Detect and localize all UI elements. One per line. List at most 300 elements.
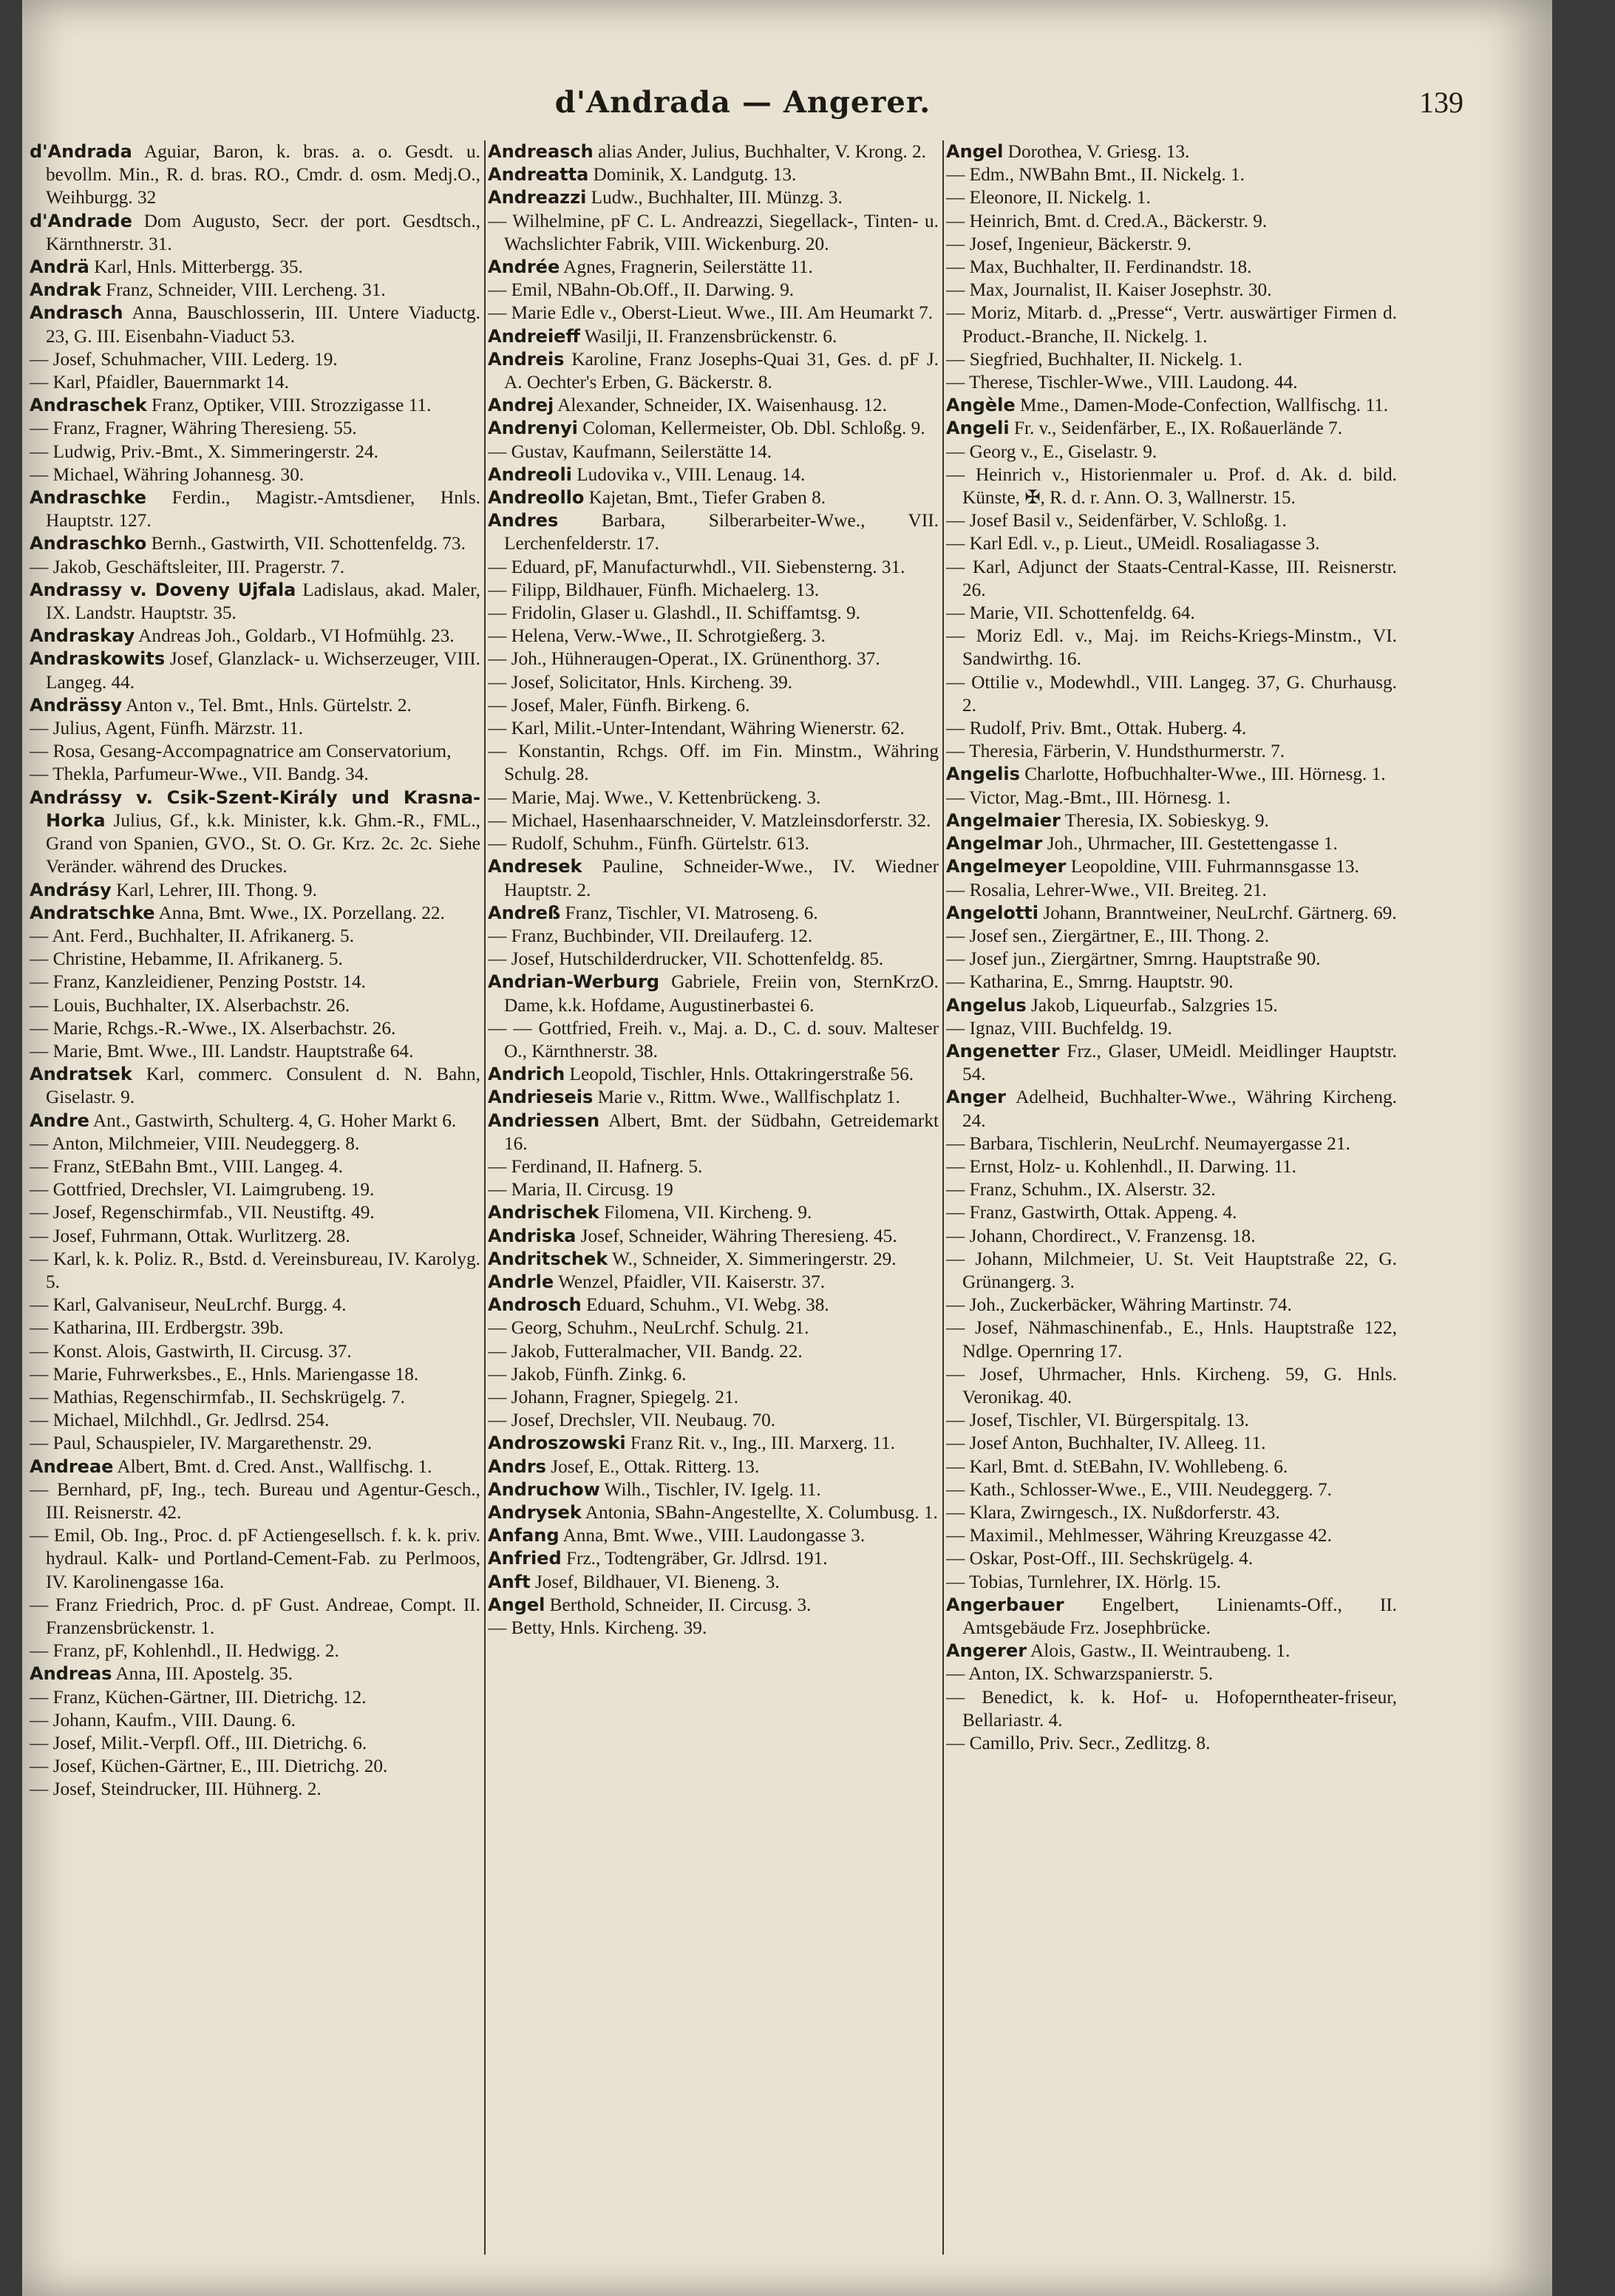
entry-surname: Angelmeyer: [946, 856, 1067, 877]
entry-details: — Jakob, Fünfh. Zinkg. 6.: [488, 1363, 687, 1385]
entry-details: Barbara, Silberarbeiter-Wwe., VII. Lerchenfelderstr. 17.: [504, 510, 939, 554]
directory-entry: [946, 1571, 1397, 1594]
entry-details: — Marie, VII. Schottenfeldg. 64.: [946, 602, 1195, 624]
entry-details: — Josef, Milit.-Verpfl. Off., III. Dietrichg. 6.: [30, 1733, 367, 1754]
directory-entry: [488, 717, 939, 740]
entry-surname: Andriska: [488, 1225, 577, 1246]
directory-entry: [488, 1271, 939, 1294]
column-2: [488, 140, 939, 2255]
entry-details: Wenzel, Pfaidler, VII. Kaiserstr. 37.: [558, 1271, 826, 1292]
directory-entry: [30, 971, 480, 994]
entry-details: — Josef, Ingenieur, Bäckerstr. 9.: [946, 233, 1191, 254]
entry-details: — Joh., Zuckerbäcker, Währing Martinstr. 74.: [946, 1294, 1292, 1316]
directory-entry: [488, 1110, 939, 1155]
entry-details: — Ludwig, Priv.-Bmt., X. Simmeringerstr. 24.: [30, 441, 378, 462]
directory-entry: [946, 1409, 1397, 1432]
entry-surname: Andratsek: [30, 1064, 132, 1085]
directory-entry: [488, 1478, 939, 1501]
entry-details: Anton v., Tel. Bmt., Hnls. Gürtelstr. 2.: [126, 694, 412, 716]
directory-entry: [30, 1409, 480, 1432]
directory-entry: [488, 1432, 939, 1455]
entry-details: — Heinrich, Bmt. d. Cred.A., Bäckerstr. 9.: [946, 210, 1268, 231]
entry-details: — Gottfried, Drechsler, VI. Laimgrubeng. 19.: [30, 1179, 375, 1200]
directory-entry: [30, 763, 480, 786]
entry-details: Charlotte, Hofbuchhalter-Wwe., III. Hörnesg. 1.: [1024, 764, 1386, 785]
entry-surname: Andrásy: [30, 879, 112, 900]
entry-details: — Edm., NWBahn Bmt., II. Nickelg. 1.: [946, 164, 1245, 186]
directory-entry: [946, 1132, 1397, 1155]
entry-surname: Anger: [946, 1087, 1006, 1108]
entry-details: Albert, Bmt. d. Cred. Anst., Wallfischg. 1.: [117, 1456, 432, 1477]
directory-entry: [30, 441, 480, 463]
entry-surname: Andresek: [488, 856, 582, 877]
entry-details: Pauline, Schneider-Wwe., IV. Wiedner Hauptstr. 2.: [504, 856, 939, 900]
entry-details: — Rosa, Gesang-Accompagnatrice am Conservatorium,: [30, 741, 452, 762]
entry-details: Mme., Damen-Mode-Confection, Wallfischg. 11.: [1019, 395, 1389, 416]
entry-details: Joh., Uhrmacher, III. Gestettengasse 1.: [1047, 833, 1338, 855]
directory-entry: [30, 1155, 480, 1178]
entry-details: — Tobias, Turnlehrer, IX. Hörlg. 15.: [946, 1571, 1221, 1592]
directory-entry: [946, 1248, 1397, 1294]
entry-details: — Anton, Milchmeier, VIII. Neudeggerg. 8.: [30, 1132, 360, 1154]
entry-surname: Andratschke: [30, 902, 155, 923]
directory-entry: [30, 1478, 480, 1524]
directory-entry: [946, 1640, 1397, 1662]
directory-entry: [30, 1662, 480, 1685]
directory-entry: [946, 763, 1397, 786]
entry-details: — Emil, NBahn-Ob.Off., II. Darwing. 9.: [488, 279, 795, 301]
entry-surname: Angelmar: [946, 833, 1043, 855]
directory-entry: [946, 1456, 1397, 1478]
directory-entry: [946, 625, 1397, 670]
entry-details: — Josef, Tischler, VI. Bürgerspitalg. 13.: [946, 1410, 1249, 1431]
directory-entry: [488, 855, 939, 901]
entry-details: — Josef, Nähmaschinenfab., E., Hnls. Hauptstraße 122, Ndlge. Opernring 17.: [946, 1317, 1397, 1362]
entry-details: — Karl, Bmt. d. StEBahn, IV. Wohllebeng. 6.: [946, 1456, 1288, 1477]
entry-surname: Anfang: [488, 1525, 560, 1546]
directory-entry: [946, 279, 1397, 302]
entry-details: Dom Augusto, Secr. der port. Gesdtsch., Kärnthnerstr. 31.: [46, 210, 480, 254]
entry-details: — Jakob, Futteralmacher, VII. Bandg. 22.: [488, 1340, 803, 1362]
directory-entry: [30, 1017, 480, 1040]
directory-entry: [488, 140, 939, 163]
entry-details: Josef, E., Ottak. Ritterg. 13.: [551, 1456, 760, 1477]
directory-entry: [488, 1063, 939, 1086]
entry-details: Eduard, Schuhm., VI. Webg. 38.: [586, 1294, 829, 1316]
directory-entry: [488, 1409, 939, 1432]
directory-entry: [946, 1086, 1397, 1132]
entry-details: — Oskar, Post-Off., III. Sechskrügelg. 4.: [946, 1548, 1254, 1569]
directory-entry: [488, 832, 939, 855]
directory-entry: [30, 1063, 480, 1109]
entry-details: — — Gottfried, Freih. v., Maj. a. D., C. d. souv. Malteser O., Kärnthnerstr. 38.: [488, 1017, 939, 1062]
entry-details: — Maria, II. Circusg. 19: [488, 1179, 673, 1200]
directory-entry: [488, 902, 939, 925]
entry-details: Anna, Bmt. Wwe., IX. Porzellang. 22.: [158, 902, 445, 923]
directory-entry: [946, 371, 1397, 394]
entry-surname: Angenetter: [946, 1040, 1060, 1062]
directory-entry: [30, 463, 480, 486]
entry-details: — Klara, Zwirngesch., IX. Nußdorferstr. 43.: [946, 1501, 1280, 1523]
entry-surname: Andraskowits: [30, 648, 166, 670]
entry-details: — Karl, Milit.-Unter-Intendant, Währing Wienerstr. 62.: [488, 718, 905, 739]
entry-details: — Konst. Alois, Gastwirth, II. Circusg. 37.: [30, 1340, 352, 1362]
directory-entry: [488, 186, 939, 209]
directory-entry: [946, 233, 1397, 256]
entry-details: — Barbara, Tischlerin, NeuLrchf. Neumayergasse 21.: [946, 1132, 1350, 1154]
entry-surname: Angelotti: [946, 902, 1039, 923]
entry-details: — Kath., Schlosser-Wwe., E., VIII. Neudeggerg. 7.: [946, 1478, 1332, 1500]
directory-entry: [488, 441, 939, 463]
entry-surname: Angerer: [946, 1640, 1027, 1662]
entry-details: Berthold, Schneider, II. Circusg. 3.: [549, 1594, 812, 1615]
entry-details: Engelbert, Linienamts-Off., II. Amtsgebäude Frz. Josephbrücke.: [962, 1594, 1397, 1638]
directory-entry: [488, 1248, 939, 1271]
entry-surname: Angel: [488, 1594, 545, 1615]
entry-details: — Camillo, Priv. Secr., Zedlitzg. 8.: [946, 1733, 1211, 1754]
directory-entry: [946, 140, 1397, 163]
directory-entry: [488, 787, 939, 809]
entry-details: Fr. v., Seidenfärber, E., IX. Roßauerlände 7.: [1013, 418, 1343, 439]
page-number: 139: [1419, 86, 1463, 119]
entry-details: — Georg v., E., Giselastr. 9.: [946, 441, 1157, 462]
directory-entry: [30, 1709, 480, 1732]
directory-entry: [488, 671, 939, 694]
directory-entry: [946, 556, 1397, 602]
directory-entry: [30, 1686, 480, 1709]
entry-surname: d'Andrade: [30, 210, 132, 231]
entry-details: — Karl, Pfaidler, Bauernmarkt 14.: [30, 372, 289, 393]
directory-entry: [946, 302, 1397, 347]
entry-details: — Michael, Währing Johannesg. 30.: [30, 463, 305, 485]
directory-entry: [946, 256, 1397, 279]
entry-details: — Josef Anton, Buchhalter, IV. Alleeg. 11.: [946, 1433, 1266, 1454]
directory-entry: [30, 1456, 480, 1478]
directory-entry: [946, 879, 1397, 902]
entry-details: — Max, Journalist, II. Kaiser Josephstr. 30.: [946, 279, 1272, 301]
entry-details: Karl, Hnls. Mitterbergg. 35.: [94, 257, 303, 278]
directory-entry: [488, 348, 939, 394]
entry-surname: Andrak: [30, 279, 101, 301]
entry-details: Franz, Schneider, VIII. Lercheng. 31.: [106, 279, 386, 301]
directory-entry: [946, 1478, 1397, 1501]
entry-details: Ant., Gastwirth, Schulterg. 4, G. Hoher Markt 6.: [92, 1110, 457, 1131]
entry-surname: Andrian-Werburg: [488, 971, 660, 993]
entry-details: — Franz, Küchen-Gärtner, III. Dietrichg. 12.: [30, 1686, 367, 1708]
directory-entry: [30, 302, 480, 347]
entry-details: — Marie, Fuhrwerksbes., E., Hnls. Mariengasse 18.: [30, 1363, 419, 1385]
entry-surname: Angelmaier: [946, 809, 1061, 831]
directory-entry: [946, 1732, 1397, 1755]
entry-details: — Bernhard, pF, Ing., tech. Bureau und Agentur-Gesch., III. Reisnerstr. 42.: [30, 1478, 480, 1523]
entry-details: Agnes, Fragnerin, Seilerstätte 11.: [563, 257, 813, 278]
column-divider: [942, 140, 944, 2255]
entry-details: — Moriz Edl. v., Maj. im Reichs-Kriegs-Minstm., VI. Sandwirthg. 16.: [946, 625, 1397, 670]
entry-details: Franz, Optiker, VIII. Strozzigasse 11.: [152, 395, 432, 416]
directory-entry: [30, 879, 480, 902]
directory-entry: [946, 1201, 1397, 1224]
entry-details: — Victor, Mag.-Bmt., III. Hörnesg. 1.: [946, 787, 1231, 808]
entry-details: — Josef, Regenschirmfab., VII. Neustiftg. 49.: [30, 1202, 375, 1223]
directory-entry: [946, 163, 1397, 186]
entry-details: — Filipp, Bildhauer, Fünfh. Michaelerg. 13.: [488, 579, 820, 600]
entry-details: Leopoldine, VIII. Fuhrmannsgasse 13.: [1070, 856, 1359, 877]
entry-details: — Franz, Gastwirth, Ottak. Appeng. 4.: [946, 1202, 1237, 1223]
directory-entry: [488, 694, 939, 717]
directory-entry: [946, 1363, 1397, 1409]
directory-entry: [946, 417, 1397, 440]
entry-details: — Josef, Steindrucker, III. Hühnerg. 2.: [30, 1779, 322, 1800]
entry-details: — Helena, Verw.-Wwe., II. Schrotgießerg. 3.: [488, 625, 826, 647]
entry-details: Gabriele, Freiin von, SternKrzO. Dame, k.k. Hofdame, Augustinerbastei 6.: [504, 971, 939, 1016]
directory-entry: [946, 1040, 1397, 1086]
directory-entry: [30, 371, 480, 394]
entry-surname: Andritschek: [488, 1248, 608, 1269]
entry-details: — Moriz, Mitarb. d. „Presse“, Vertr. auswärtiger Firmen d. Product.-Branche, II. Nickelg. 1.: [946, 302, 1397, 347]
entry-details: — Jakob, Geschäftsleiter, III. Pragerstr. 7.: [30, 556, 345, 577]
entry-details: — Josef Basil v., Seidenfärber, V. Schloßg. 1.: [946, 510, 1287, 531]
directory-entry: [946, 1686, 1397, 1732]
entry-details: — Theresia, Färberin, V. Hundsthurmerstr. 7.: [946, 741, 1285, 762]
entry-surname: Andrenyi: [488, 418, 578, 439]
directory-entry: [946, 925, 1397, 948]
directory-entry: [30, 1386, 480, 1409]
directory-entry: [946, 1524, 1397, 1547]
entry-details: — Rosalia, Lehrer-Wwe., VII. Breiteg. 21.: [946, 879, 1267, 900]
directory-entry: [946, 186, 1397, 209]
directory-entry: [30, 994, 480, 1017]
directory-entry: [30, 1201, 480, 1224]
entry-surname: Andrischek: [488, 1202, 599, 1223]
directory-entry: [488, 1501, 939, 1524]
entry-details: — Johann, Kaufm., VIII. Daung. 6.: [30, 1709, 296, 1731]
entry-details: — Josef, Schuhmacher, VIII. Lederg. 19.: [30, 348, 338, 370]
entry-details: Josef, Glanzlack- u. Wichserzeuger, VIII. Langeg. 44.: [46, 648, 480, 693]
directory-entry: [30, 1317, 480, 1339]
entry-surname: Andrej: [488, 395, 554, 416]
directory-entry: [488, 1017, 939, 1063]
directory-entry: [488, 325, 939, 348]
entry-surname: Andrasch: [30, 302, 123, 324]
entry-surname: Andrée: [488, 257, 560, 278]
directory-entry: [30, 948, 480, 971]
entry-details: — Karl, Galvaniseur, NeuLrchf. Burgg. 4.: [30, 1294, 347, 1316]
entry-surname: Andreae: [30, 1456, 114, 1477]
entry-details: — Michael, Milchhdl., Gr. Jedlrsd. 254.: [30, 1410, 330, 1431]
entry-details: Frz., Todtengräber, Gr. Jdlrsd. 191.: [565, 1548, 828, 1569]
entry-surname: Andrysek: [488, 1501, 582, 1523]
entry-details: — Thekla, Parfumeur-Wwe., VII. Bandg. 34.: [30, 764, 369, 785]
entry-surname: Angel: [946, 141, 1004, 162]
page-header: [22, 78, 1463, 129]
directory-entry: [946, 948, 1397, 971]
directory-entry: [488, 1201, 939, 1224]
entry-details: — Ernst, Holz- u. Kohlenhdl., II. Darwing. 11.: [946, 1155, 1296, 1177]
directory-entry: [30, 210, 480, 256]
directory-entry: [488, 602, 939, 625]
entry-details: — Rudolf, Priv. Bmt., Ottak. Huberg. 4.: [946, 718, 1247, 739]
entry-details: Franz Rit. v., Ing., III. Marxerg. 11.: [630, 1433, 895, 1454]
entry-details: — Emil, Ob. Ing., Proc. d. pF Actiengesellsch. f. k. k. priv. hydraul. Kalk- und Portland-Cement-Fab. zu Perlmoos, IV. Karolinengasse 16a.: [30, 1525, 480, 1592]
directory-entry: [488, 486, 939, 509]
entry-details: — Josef, Maler, Fünfh. Birkeng. 6.: [488, 694, 750, 716]
entry-details: — Joh., Hühneraugen-Operat., IX. Grünenthorg. 37.: [488, 648, 880, 670]
entry-details: Ludw., Buchhalter, III. Münzg. 3.: [591, 187, 843, 208]
directory-entry: [488, 1340, 939, 1363]
directory-entry: [946, 1662, 1397, 1685]
directory-entry: [946, 463, 1397, 509]
directory-entry: [946, 787, 1397, 809]
entry-details: Coloman, Kellermeister, Ob. Dbl. Schloßg. 9.: [582, 418, 925, 439]
entry-details: — Mathias, Regenschirmfab., II. Sechskrügelg. 7.: [30, 1386, 405, 1407]
directory-entry: [488, 1547, 939, 1570]
directory-entry: [30, 694, 480, 717]
entry-details: — Franz, StEBahn Bmt., VIII. Langeg. 4.: [30, 1155, 343, 1177]
entry-details: Anna, Bauschlosserin, III. Untere Viaductg. 23, G. III. Eisenbahn-Viaduct 53.: [46, 302, 480, 347]
entry-surname: Angelus: [946, 994, 1027, 1016]
directory-entry: [488, 1294, 939, 1317]
directory-entry: [946, 1155, 1397, 1178]
entry-surname: Andraschke: [30, 487, 147, 509]
entry-details: Karoline, Franz Josephs-Quai 31, Ges. d. pF J. A. Oechter's Erben, G. Bäckerstr. 8.: [504, 348, 939, 393]
entry-surname: Angelis: [946, 764, 1020, 785]
entry-details: — Franz, Fragner, Währing Theresieng. 55.: [30, 418, 357, 439]
entry-details: Dominik, X. Landgutg. 13.: [593, 164, 797, 186]
entry-details: — Paul, Schauspieler, IV. Margarethenstr. 29.: [30, 1433, 373, 1454]
directory-entry: [488, 302, 939, 325]
entry-surname: Andraskay: [30, 625, 135, 647]
directory-entry: [946, 210, 1397, 233]
directory-entry: [488, 1456, 939, 1478]
directory-entry: [488, 163, 939, 186]
entry-details: Andreas Joh., Goldarb., VI Hofmühlg. 23.: [138, 625, 455, 647]
entry-details: Bernh., Gastwirth, VII. Schottenfeldg. 73.: [151, 533, 466, 554]
directory-entry: [488, 463, 939, 486]
entry-surname: Angerbauer: [946, 1594, 1064, 1615]
directory-entry: [946, 348, 1397, 371]
directory-entry: [488, 394, 939, 417]
entry-details: — Josef, Uhrmacher, Hnls. Kircheng. 59, G. Hnls. Veronikag. 40.: [946, 1363, 1397, 1407]
entry-surname: Andres: [488, 510, 559, 531]
directory-entry: [946, 1294, 1397, 1317]
entry-details: Alexander, Schneider, IX. Waisenhausg. 12.: [557, 395, 887, 416]
entry-details: — Max, Buchhalter, II. Ferdinandstr. 18.: [946, 257, 1252, 278]
directory-entry: [30, 1178, 480, 1201]
directory-entry: [30, 579, 480, 625]
directory-entry: [30, 256, 480, 279]
entry-details: — Johann, Milchmeier, U. St. Veit Hauptstraße 22, G. Grünangerg. 3.: [946, 1248, 1397, 1292]
entry-details: Josef, Schneider, Währing Theresieng. 45.: [580, 1225, 897, 1246]
directory-entry: [946, 1432, 1397, 1455]
entry-surname: Andreß: [488, 902, 561, 923]
entry-details: — Josef sen., Ziergärtner, E., III. Thong. 2.: [946, 925, 1270, 946]
entry-surname: Andreas: [30, 1663, 112, 1685]
directory-entry: [30, 1110, 480, 1132]
entry-details: Karl, Lehrer, III. Thong. 9.: [116, 879, 317, 900]
entry-details: Leopold, Tischler, Hnls. Ottakringerstraße 56.: [569, 1064, 914, 1085]
entry-details: Marie v., Rittm. Wwe., Wallfischplatz 1.: [597, 1087, 900, 1108]
directory-entry: [946, 855, 1397, 878]
entry-details: — Betty, Hnls. Kircheng. 39.: [488, 1617, 707, 1638]
directory-entry: [488, 509, 939, 555]
entry-surname: Andreollo: [488, 487, 585, 509]
entry-details: — Marie, Bmt. Wwe., III. Landstr. Hauptstraße 64.: [30, 1040, 414, 1062]
directory-entry: [946, 717, 1397, 740]
entry-surname: Androsch: [488, 1294, 582, 1316]
entry-details: — Wilhelmine, pF C. L. Andreazzi, Siegellack-, Tinten- u. Wachslichter Fabrik, VIII. Wickenburg. 20.: [488, 210, 939, 254]
directory-entry: [488, 1524, 939, 1547]
directory-entry: [30, 532, 480, 555]
entry-details: — Michael, Hasenhaarschneider, V. Matzleinsdorferstr. 32.: [488, 809, 931, 831]
directory-entry: [30, 925, 480, 948]
entry-details: — Johann, Fragner, Spiegelg. 21.: [488, 1386, 739, 1407]
entry-surname: Andrássy v. Csik-Szent-Király und Krasna-Horka: [30, 787, 480, 831]
directory-entry: [30, 1340, 480, 1363]
entry-details: Theresia, IX. Sobieskyg. 9.: [1064, 809, 1269, 831]
entry-details: Anna, Bmt. Wwe., VIII. Laudongasse 3.: [562, 1525, 866, 1546]
column-3: [946, 140, 1397, 2255]
entry-surname: Angeli: [946, 418, 1010, 439]
directory-entry: [488, 556, 939, 579]
directory-entry: [30, 486, 480, 532]
directory-entry: [30, 1248, 480, 1294]
entry-surname: Angèle: [946, 395, 1016, 416]
entry-details: — Franz, Buchbinder, VII. Dreilauferg. 12.: [488, 925, 813, 946]
entry-surname: Andrle: [488, 1271, 554, 1292]
entry-details: — Franz, Kanzleidiener, Penzing Poststr. 14.: [30, 971, 366, 993]
entry-surname: Andriessen: [488, 1110, 600, 1131]
entry-surname: Andrä: [30, 257, 89, 278]
entry-details: — Josef jun., Ziergärtner, Smrng. Hauptstraße 90.: [946, 948, 1321, 970]
directory-entry: [946, 509, 1397, 532]
entry-details: — Josef, Fuhrmann, Ottak. Wurlitzerg. 28.: [30, 1225, 350, 1246]
entry-surname: Andre: [30, 1110, 89, 1131]
directory-entry: [30, 140, 480, 210]
directory-entry: [30, 556, 480, 579]
directory-entry: [946, 602, 1397, 625]
directory-entry: [488, 948, 939, 971]
entry-details: Wasilji, II. Franzensbrückenstr. 6.: [584, 325, 837, 347]
directory-entry: [30, 1040, 480, 1063]
entry-details: Ludovika v., VIII. Lenaug. 14.: [577, 463, 806, 485]
entry-surname: Andraschko: [30, 533, 147, 554]
entry-details: — Marie, Rchgs.-R.-Wwe., IX. Alserbachstr. 26.: [30, 1017, 396, 1039]
entry-details: Ferdin., Magistr.-Amtsdiener, Hnls. Hauptstr. 127.: [46, 487, 480, 531]
entry-details: alias Ander, Julius, Buchhalter, V. Krong. 2.: [598, 141, 926, 162]
entry-details: — Heinrich v., Historienmaler u. Prof. d. Ak. d. bild. Künste, ✠, R. d. r. Ann. O. 3, Wallnerstr. 15.: [946, 463, 1397, 509]
entry-details: Albert, Bmt. der Südbahn, Getreidemarkt 16.: [504, 1110, 939, 1154]
directory-entry: [30, 1755, 480, 1778]
entry-details: — Gustav, Kaufmann, Seilerstätte 14.: [488, 441, 772, 462]
entry-surname: Andrässy: [30, 694, 123, 716]
entry-details: — Rudolf, Schuhm., Fünfh. Gürtelstr. 613.: [488, 833, 809, 855]
directory-entry: [946, 1017, 1397, 1040]
entry-details: — Johann, Chordirect., V. Franzensg. 18.: [946, 1225, 1256, 1246]
directory-entry: [30, 1432, 480, 1455]
directory-entry: [488, 1571, 939, 1594]
entry-surname: Andrs: [488, 1456, 546, 1477]
entry-details: Wilh., Tischler, IV. Igelg. 11.: [604, 1478, 821, 1500]
directory-entry: [30, 740, 480, 763]
entry-surname: Andrich: [488, 1064, 565, 1085]
entry-details: — Maximil., Mehlmesser, Währing Kreuzgasse 42.: [946, 1525, 1332, 1546]
directory-entry: [946, 394, 1397, 417]
directory-entry: [946, 1547, 1397, 1570]
entry-details: Aguiar, Baron, k. bras. a. o. Gesdt. u. bevollm. Min., R. d. bras. RO., Cmdr. d. osm. Medj.O., Weihburgg. 32: [46, 141, 480, 208]
entry-details: — Louis, Buchhalter, IX. Alserbachstr. 26.: [30, 994, 350, 1016]
directory-entry: [488, 1155, 939, 1178]
directory-entry: [488, 279, 939, 302]
